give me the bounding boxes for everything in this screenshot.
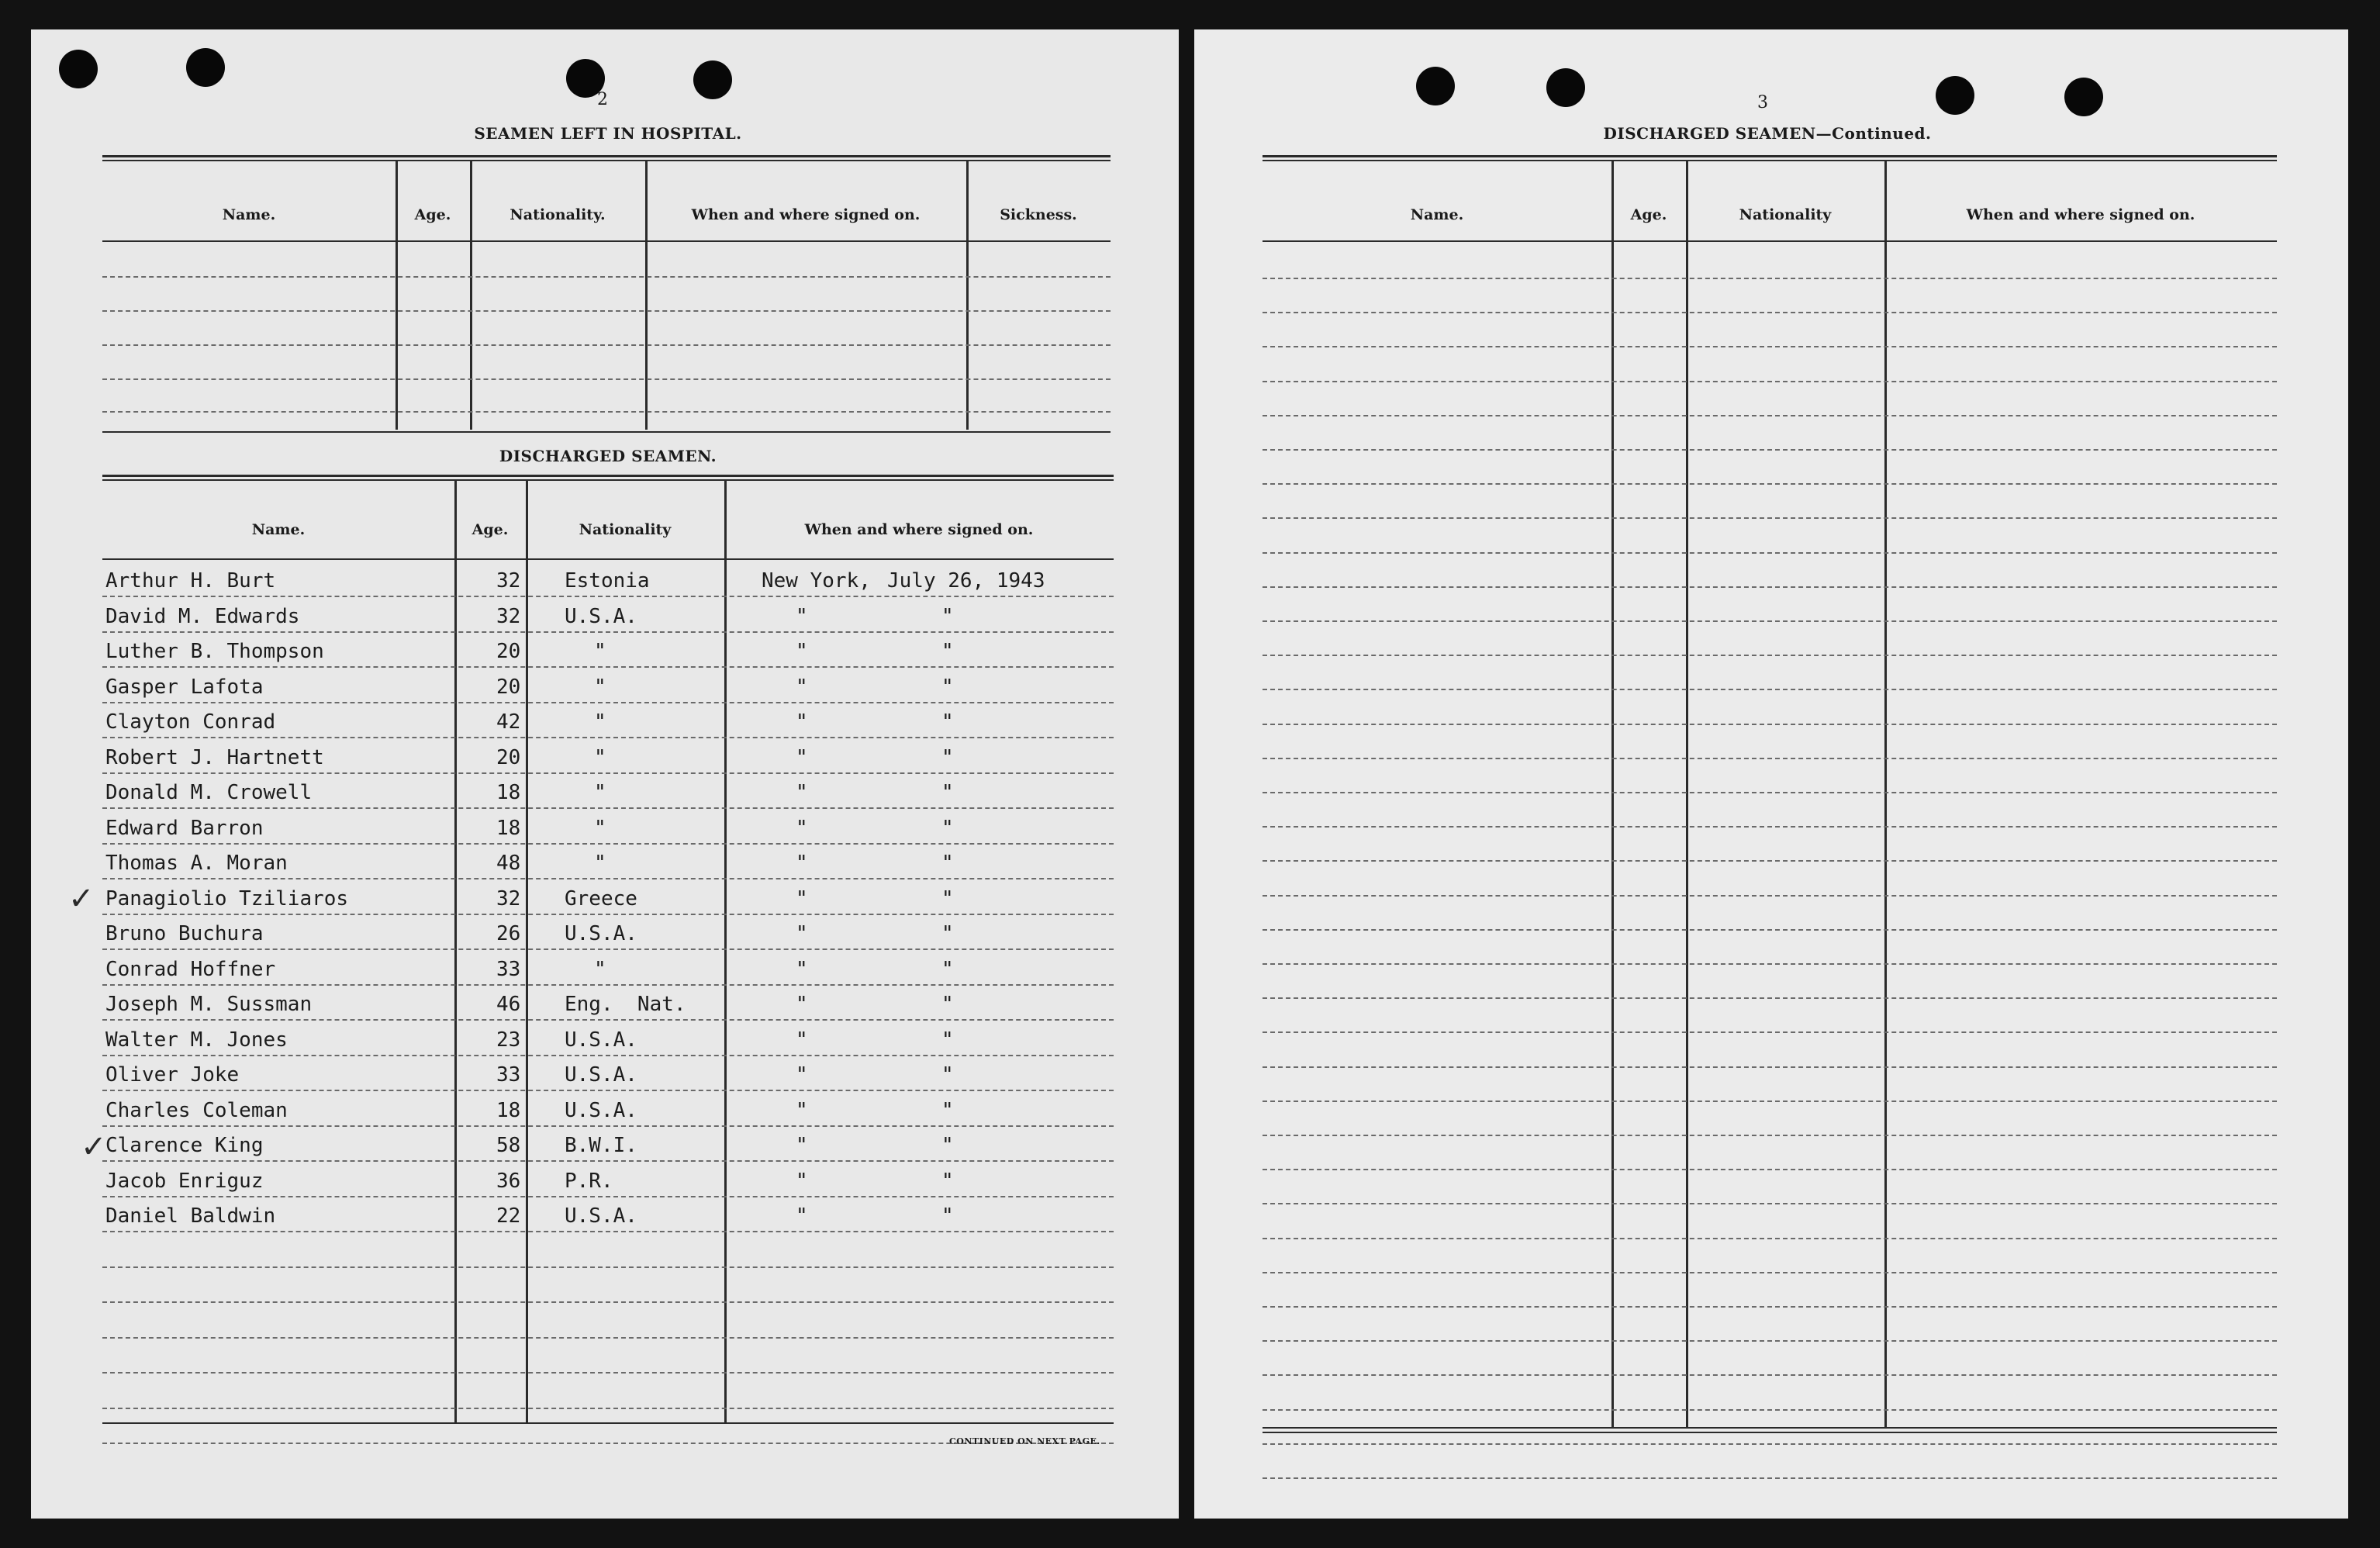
row-line — [102, 411, 1111, 413]
signed-on-date: July 26, 1943 — [887, 569, 1045, 593]
column-header: Age. — [414, 206, 451, 223]
seaman-nationality: " — [594, 710, 606, 734]
signed-on-date: " — [941, 1169, 954, 1193]
seaman-age: 33 — [496, 957, 521, 981]
row-line — [1263, 586, 2277, 588]
seaman-nationality: " — [594, 640, 606, 663]
row-line — [1263, 449, 2277, 451]
check-mark: ✓ — [68, 881, 95, 917]
seaman-nationality: U.S.A. — [565, 1204, 637, 1228]
column-header: Nationality — [579, 521, 672, 538]
seaman-nationality: " — [594, 852, 606, 875]
seaman-age: 22 — [496, 1204, 521, 1228]
row-line — [1263, 346, 2277, 347]
table-top-rule — [102, 475, 1114, 477]
seaman-name: Thomas A. Moran — [105, 852, 288, 875]
signed-on-place: " — [796, 852, 808, 875]
row-line — [102, 914, 1114, 915]
seaman-name: Arthur H. Burt — [105, 569, 276, 593]
signed-on-date: " — [941, 640, 954, 663]
signed-on-place: New York, — [762, 569, 871, 593]
seaman-age: 20 — [496, 675, 521, 699]
seaman-name: Panagiolio Tziliaros — [105, 886, 349, 910]
row-line — [1263, 1477, 2277, 1479]
column-divider — [645, 161, 648, 430]
signed-on-date: " — [941, 745, 954, 769]
binder-hole — [186, 48, 225, 87]
signed-on-place: " — [796, 1098, 808, 1122]
check-mark: ✓ — [81, 1129, 107, 1165]
seaman-age: 36 — [496, 1169, 521, 1193]
row-line — [102, 1055, 1114, 1056]
signed-on-date: " — [941, 1028, 954, 1052]
row-line — [1263, 895, 2277, 897]
column-header: Sickness. — [1000, 206, 1077, 223]
table-top-rule — [102, 479, 1114, 481]
seaman-name: Walter M. Jones — [105, 1028, 288, 1052]
seaman-age: 42 — [496, 710, 521, 734]
header-underline — [102, 558, 1114, 560]
seaman-nationality: B.W.I. — [565, 1134, 637, 1157]
table-bottom-rule — [102, 431, 1111, 433]
row-line — [1263, 1306, 2277, 1308]
row-line — [102, 984, 1114, 986]
row-line — [1263, 1169, 2277, 1170]
signed-on-date: " — [941, 675, 954, 699]
row-line — [1263, 1031, 2277, 1033]
signed-on-place: " — [796, 675, 808, 699]
seaman-nationality: U.S.A. — [565, 604, 637, 628]
seaman-age: 18 — [496, 1098, 521, 1122]
column-header: When and where signed on. — [804, 521, 1034, 538]
seaman-name: Charles Coleman — [105, 1098, 288, 1122]
row-line — [1263, 381, 2277, 382]
seaman-nationality: Eng. Nat. — [565, 993, 686, 1016]
right-page — [1194, 29, 2348, 1519]
row-line — [102, 1231, 1114, 1232]
binder-hole — [693, 60, 732, 99]
signed-on-date: " — [941, 1134, 954, 1157]
discharged-continued-table — [1263, 155, 2277, 1458]
row-line — [102, 596, 1114, 597]
signed-on-date: " — [941, 1098, 954, 1122]
signed-on-place: " — [796, 640, 808, 663]
seaman-nationality: P.R. — [565, 1169, 613, 1193]
seaman-name: Oliver Joke — [105, 1063, 240, 1087]
signed-on-date: " — [941, 922, 954, 945]
continued-note: CONTINUED ON NEXT PAGE. — [949, 1436, 1100, 1446]
row-line — [1263, 655, 2277, 656]
column-divider — [454, 481, 457, 1422]
table-top-rule — [1263, 155, 2277, 157]
signed-on-place: " — [796, 816, 808, 840]
seaman-age: 46 — [496, 993, 521, 1016]
row-line — [1263, 1272, 2277, 1273]
seaman-age: 58 — [496, 1134, 521, 1157]
seaman-age: 20 — [496, 640, 521, 663]
signed-on-place: " — [796, 922, 808, 945]
table-bottom-rule — [1263, 1427, 2277, 1429]
row-line — [102, 843, 1114, 845]
row-line — [102, 631, 1114, 633]
seaman-age: 32 — [496, 604, 521, 628]
seaman-nationality: U.S.A. — [565, 1028, 637, 1052]
binder-hole — [1546, 68, 1585, 107]
discharged-table — [102, 475, 1114, 1452]
seaman-name: Gasper Lafota — [105, 675, 264, 699]
row-line — [102, 344, 1111, 346]
seaman-nationality: Greece — [565, 886, 637, 910]
signed-on-date: " — [941, 957, 954, 981]
seaman-name: Edward Barron — [105, 816, 264, 840]
seaman-name: Daniel Baldwin — [105, 1204, 276, 1228]
seaman-age: 23 — [496, 1028, 521, 1052]
row-line — [1263, 517, 2277, 519]
row-line — [102, 1019, 1114, 1021]
column-header: Age. — [472, 521, 509, 538]
row-line — [1263, 963, 2277, 965]
signed-on-date: " — [941, 604, 954, 628]
column-divider — [470, 161, 472, 430]
seaman-name: Donald M. Crowell — [105, 781, 313, 804]
row-line — [102, 1408, 1114, 1409]
row-line — [1263, 415, 2277, 416]
row-line — [1263, 826, 2277, 828]
row-line — [102, 948, 1114, 950]
row-line — [1263, 312, 2277, 313]
seaman-nationality: U.S.A. — [565, 922, 637, 945]
row-line — [1263, 1203, 2277, 1204]
signed-on-place: " — [796, 1169, 808, 1193]
row-line — [102, 1266, 1114, 1268]
signed-on-place: " — [796, 781, 808, 804]
signed-on-place: " — [796, 1063, 808, 1087]
row-line — [1263, 724, 2277, 725]
header-underline — [1263, 240, 2277, 242]
continued-title: DISCHARGED SEAMEN—Continued. — [1603, 124, 1932, 143]
row-line — [1263, 929, 2277, 931]
row-line — [102, 702, 1114, 703]
row-line — [102, 737, 1114, 738]
row-line — [1263, 1066, 2277, 1068]
row-line — [102, 378, 1111, 380]
signed-on-place: " — [796, 1028, 808, 1052]
row-line — [1263, 278, 2277, 279]
row-line — [102, 1372, 1114, 1374]
signed-on-place: " — [796, 1204, 808, 1228]
row-line — [102, 666, 1114, 668]
left-page — [31, 29, 1179, 1519]
seaman-age: 32 — [496, 569, 521, 593]
column-header: Nationality. — [510, 206, 606, 223]
seaman-name: Clarence King — [105, 1134, 264, 1157]
table-top-rule — [102, 160, 1111, 161]
row-line — [102, 1160, 1114, 1162]
seaman-nationality: " — [594, 781, 606, 804]
column-header: Name. — [1410, 206, 1464, 223]
seaman-age: 33 — [496, 1063, 521, 1087]
binder-hole — [59, 50, 98, 88]
table-top-rule — [1263, 160, 2277, 161]
hospital-title: SEAMEN LEFT IN HOSPITAL. — [474, 124, 742, 143]
signed-on-place: " — [796, 957, 808, 981]
signed-on-place: " — [796, 745, 808, 769]
column-header: Name. — [222, 206, 276, 223]
row-line — [1263, 1101, 2277, 1102]
signed-on-date: " — [941, 1063, 954, 1087]
signed-on-date: " — [941, 886, 954, 910]
row-line — [1263, 792, 2277, 793]
signed-on-date: " — [941, 993, 954, 1016]
table-top-rule — [102, 155, 1111, 157]
column-divider — [396, 161, 398, 430]
row-line — [1263, 1238, 2277, 1239]
header-underline — [102, 240, 1111, 242]
seaman-age: 18 — [496, 781, 521, 804]
column-header: Name. — [251, 521, 306, 538]
row-line — [1263, 620, 2277, 622]
row-line — [1263, 997, 2277, 999]
column-header: When and where signed on. — [1966, 206, 2195, 223]
column-divider — [724, 481, 727, 1422]
row-line — [102, 878, 1114, 879]
page-number: 2 — [597, 90, 608, 109]
row-line — [102, 1196, 1114, 1197]
signed-on-date: " — [941, 781, 954, 804]
row-line — [102, 276, 1111, 278]
seaman-age: 20 — [496, 745, 521, 769]
discharged-title: DISCHARGED SEAMEN. — [499, 447, 717, 465]
seaman-age: 18 — [496, 816, 521, 840]
binder-hole — [1936, 76, 1974, 115]
seaman-nationality: Estonia — [565, 569, 650, 593]
signed-on-place: " — [796, 1134, 808, 1157]
table-bottom-rule — [102, 1422, 1114, 1424]
row-line — [102, 1090, 1114, 1091]
signed-on-place: " — [796, 604, 808, 628]
seaman-age: 26 — [496, 922, 521, 945]
seaman-name: Robert J. Hartnett — [105, 745, 324, 769]
row-line — [1263, 1443, 2277, 1445]
signed-on-place: " — [796, 886, 808, 910]
row-line — [102, 1125, 1114, 1127]
column-header: When and where signed on. — [691, 206, 921, 223]
seaman-nationality: U.S.A. — [565, 1098, 637, 1122]
seaman-name: Clayton Conrad — [105, 710, 276, 734]
seaman-nationality: " — [594, 957, 606, 981]
row-line — [1263, 758, 2277, 759]
row-line — [102, 1337, 1114, 1339]
seaman-nationality: " — [594, 816, 606, 840]
column-divider — [966, 161, 969, 430]
row-line — [1263, 860, 2277, 862]
column-divider — [526, 481, 528, 1422]
row-line — [1263, 483, 2277, 485]
signed-on-date: " — [941, 1204, 954, 1228]
binder-hole — [1416, 67, 1455, 105]
table-bottom-rule — [1263, 1432, 2277, 1433]
seaman-name: Joseph M. Sussman — [105, 993, 313, 1016]
seaman-name: Jacob Enriguz — [105, 1169, 264, 1193]
seaman-name: Luther B. Thompson — [105, 640, 324, 663]
seaman-name: David M. Edwards — [105, 604, 300, 628]
row-line — [1263, 1409, 2277, 1411]
column-header: Nationality — [1739, 206, 1832, 223]
column-header: Age. — [1630, 206, 1667, 223]
signed-on-date: " — [941, 816, 954, 840]
row-line — [1263, 1340, 2277, 1342]
signed-on-place: " — [796, 710, 808, 734]
row-line — [1263, 552, 2277, 554]
seaman-age: 32 — [496, 886, 521, 910]
page-number: 3 — [1757, 93, 1768, 112]
signed-on-date: " — [941, 710, 954, 734]
hospital-table — [102, 155, 1111, 462]
row-line — [102, 807, 1114, 809]
row-line — [102, 772, 1114, 774]
signed-on-place: " — [796, 993, 808, 1016]
seaman-nationality: " — [594, 675, 606, 699]
seaman-age: 48 — [496, 852, 521, 875]
row-line — [102, 1301, 1114, 1303]
binder-hole — [2064, 78, 2103, 116]
seaman-nationality: " — [594, 745, 606, 769]
row-line — [1263, 1135, 2277, 1136]
seaman-name: Bruno Buchura — [105, 922, 264, 945]
seaman-nationality: U.S.A. — [565, 1063, 637, 1087]
seaman-name: Conrad Hoffner — [105, 957, 276, 981]
signed-on-date: " — [941, 852, 954, 875]
row-line — [1263, 1374, 2277, 1376]
row-line — [1263, 689, 2277, 690]
row-line — [102, 310, 1111, 312]
